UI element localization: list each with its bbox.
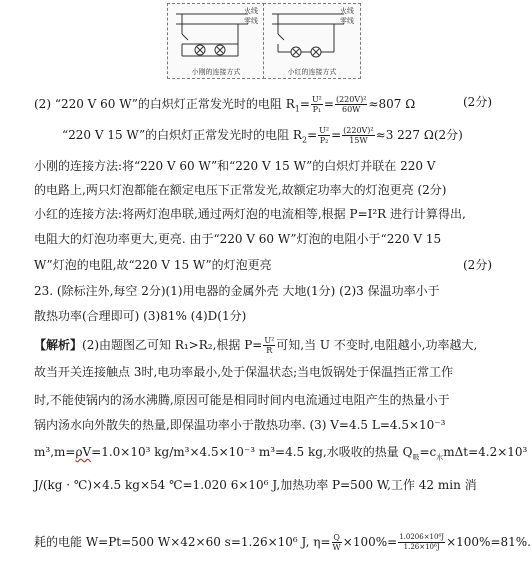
- q2-b-result: ≈3 227 Ω(2分): [375, 128, 463, 142]
- analysis-line-2: 故当开关连接触点 3时,电功率最小,处于保温状态;当电饭锅处于保温挡正常工作: [34, 365, 454, 379]
- fraction-u2-p1: [311, 95, 323, 114]
- p2-line-3: W”灯泡的电阻,故“220 V 15 W”的灯泡更亮: [34, 258, 272, 272]
- fraction-u2-p2: [318, 126, 330, 145]
- diagram-caption: 小红的连接方式: [287, 68, 337, 76]
- analysis-line-1: [34, 336, 477, 355]
- neutral-wire-label: 零线: [244, 17, 258, 25]
- frac-num: U²: [319, 126, 330, 135]
- q2-a-eq: =: [299, 97, 310, 111]
- analysis-l5-b: =1.0×10³ kg/m³×4.5×10⁻³ m³=4.5 kg,水吸收的热量 Q: [91, 445, 413, 459]
- analysis-l5-sub: 吸: [412, 453, 420, 462]
- fraction-value: [335, 95, 368, 114]
- q2-line-15w: “220 V 15 W”的白炽灯正常发光时的电阻 $R_2=$ $\frac{\text{U²}}{\text{P₂}}$ = $\frac{\text{(220V)²}}{15W}$ ≈3 227 Ω(2分): [62, 126, 463, 145]
- analysis-tag: 【解析】: [34, 338, 83, 352]
- live-wire-label: 火线: [340, 7, 354, 15]
- q2-a-sub: 1: [294, 104, 300, 114]
- fraction-energy: [398, 533, 445, 552]
- q2-line-60w: (2) “220 V 60 W”的白炽灯正常发光时的电阻 $R_1=$ $\frac{\text{U²}}{\text{P₁}}$ = $\frac{\text{(220V)²}}{60W}$ ≈807 Ω: [34, 95, 416, 114]
- frac-num: (220V)²: [343, 126, 374, 135]
- frac-den: P₂: [319, 136, 329, 145]
- frac-den: R: [266, 346, 273, 355]
- analysis-l7-b: ×100%=: [342, 535, 398, 549]
- frac-num: Q: [333, 533, 340, 542]
- frac-num: 1.0206×10⁶J: [399, 533, 445, 541]
- analysis-l7-a: 耗的电能 W=Pt=500 W×42×60 s=1.26×10⁶ J, η=: [34, 535, 331, 549]
- q2-b-sub: 2: [301, 135, 308, 145]
- frac-num: (220V)²: [335, 95, 367, 104]
- frac-den: P₁: [312, 105, 322, 114]
- live-wire-label: 火线: [244, 7, 258, 15]
- analysis-l1-b: 可知,当 U 不变时,电阻越小,功率越大,: [276, 338, 478, 352]
- diagram-xiaohong: [263, 3, 361, 79]
- q23-line-2: 散热功率(合理即可) (3)81% (4)D(1分): [34, 309, 247, 323]
- frac-den: 15W: [349, 136, 368, 145]
- frac-num: U²: [311, 95, 322, 104]
- analysis-l5-c: =c: [419, 445, 437, 459]
- analysis-l5-wavy: ρV: [75, 445, 92, 459]
- q23-line-1: 23. (除标注外,每空 2分)(1)用电器的金属外壳 大地(1分) (2)3 保温功率小于: [34, 284, 440, 298]
- fraction-u2-r: [263, 336, 275, 355]
- analysis-l5-a: m³,m=: [34, 445, 76, 459]
- q2-a-prefix: (2) “220 V 60 W”的白炽灯正常发光时的电阻 R: [34, 97, 295, 111]
- analysis-l7-c: ×100%=81%.: [446, 535, 531, 549]
- p2-line-1: 小红的连接方法:将两灯泡串联,通过两灯泡的电流相等,根据 P=I²R 进行计算得出,: [34, 207, 466, 221]
- analysis-line-5: [34, 445, 527, 464]
- frac-den: W: [332, 543, 341, 552]
- analysis-line-7: [34, 533, 531, 552]
- p2-score: (2分): [463, 258, 492, 272]
- neutral-wire-label: 零线: [340, 17, 354, 25]
- fraction-q-w: [332, 533, 342, 552]
- analysis-l5-d: mΔt=4.2×10³: [443, 445, 528, 459]
- analysis-line-4: 锅内汤水向外散失的热量,即保温功率小于散热功率. (3) V=4.5 L=4.5×10⁻³: [34, 418, 446, 432]
- q2-b-prefix: “220 V 15 W”的白炽灯正常发光时的电阻 R: [62, 128, 302, 142]
- q2-a-result: ≈807 Ω: [368, 97, 416, 111]
- analysis-line-6: J/(kg · ℃)×4.5 kg×54 ℃=1.020 6×10⁶ J,加热功率 P=500 W,工作 42 min 消: [34, 478, 477, 492]
- p2-line-2: 电阻大的灯泡功率更大,更亮. 由于“220 V 60 W”灯泡的电阻小于“220 V 15: [34, 232, 442, 246]
- fraction-value: [342, 126, 375, 145]
- frac-den: 60W: [342, 105, 361, 114]
- diagram-xiaogang: [167, 3, 265, 79]
- frac-den: 1.26×10⁶J: [403, 543, 440, 551]
- analysis-l5-sub2: 水: [436, 453, 444, 462]
- analysis-line-3: 时,不能使锅内的汤水沸腾,原因可能是相同时间内电流通过电阻产生的热量小于: [34, 393, 450, 407]
- diagram-caption: 小刚的连接方式: [191, 68, 241, 76]
- p1-line-2: 的电路上,两只灯泡都能在额定电压下正常发光,故额定功率大的灯泡更亮 (2分): [34, 183, 447, 197]
- analysis-l1-a: (2)由题图乙可知 R₁>R₂,根据 P=: [82, 338, 263, 352]
- q2-a-score: (2分): [463, 95, 492, 109]
- p1-line-1: 小刚的连接方法:将“220 V 60 W”和“220 V 15 W”的白炽灯并联在 220 V: [34, 159, 436, 173]
- q2-b-eq: =: [307, 128, 318, 142]
- frac-num: U²: [264, 336, 275, 345]
